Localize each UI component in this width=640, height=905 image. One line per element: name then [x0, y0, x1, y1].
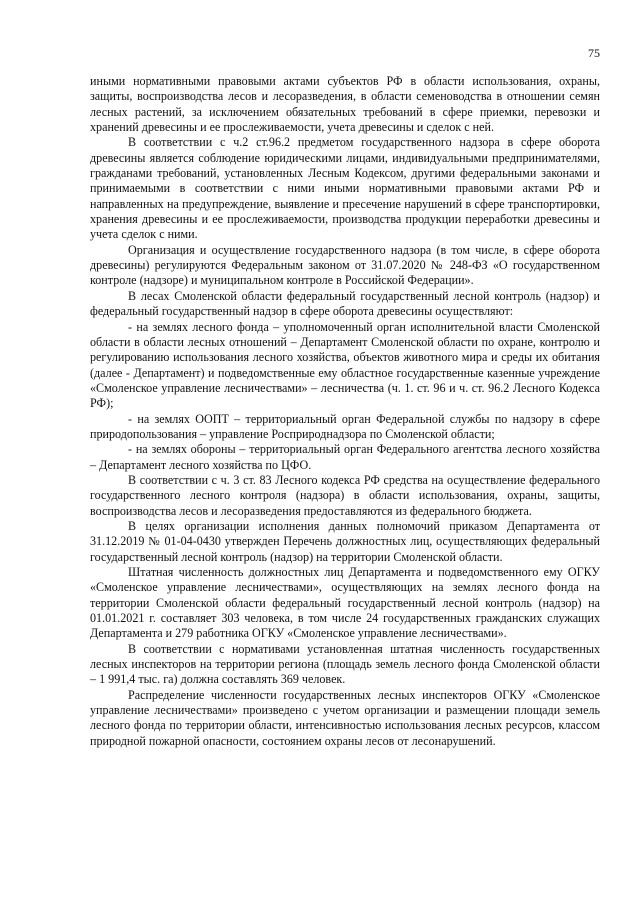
paragraph-officials-list-order: В целях организации исполнения данных полномочий приказом Департамента от 31.12.2019 № 01-04-0430 утвержден Перечень должностных лиц, осуществляющих федеральный государственный лесной контроль (надзор) на территории Смоленской области. [90, 518, 600, 564]
page-number: 75 [588, 46, 600, 60]
list-item-forest-fund-lands: - на землях лесного фонда – уполномоченный орган исполнительной власти Смоленской области в области лесных отношений – Департамент Смоленской области по охране, контролю и регулированию использования лесного хозяйства, объектов животного мира и среды их обитания (далее - Департамент) и подведомственные ему областное государственные казенные учреждение «Смоленское управление лесничествами» – лесничества (ч. 1. ст. 96 и ч. ст. 96.2 Лесного Кодекса РФ); [90, 319, 600, 411]
paragraph-federal-funding: В соответствии с ч. 3 ст. 83 Лесного кодекса РФ средства на осуществление федерального государственного лесного контроля (надзора) в области использования, охраны, защиты, воспроизводства лесов и лесоразведения предоставляются из федерального бюджета. [90, 472, 600, 518]
list-item-protected-areas: - на землях ООПТ – территориальный орган Федеральной службы по надзору в сфере природопользования – управление Росприроднадзора по Смоленской области; [90, 411, 600, 441]
body-text [90, 74, 600, 749]
paragraph-staff-numbers: Штатная численность должностных лиц Департамента и подведомственного ему ОГКУ «Смоленское управление лесничествами», осуществляющих на землях лесного фонда на территории Смоленской области федеральный государственный лесной контроль (надзор) на 01.01.2021 г. составляет 303 человека, в том числе 24 государственных гражданских служащих Департамента и 279 работника ОГКУ «Смоленское управление лесничествами». [90, 565, 600, 641]
paragraph-control-authorities: В лесах Смоленской области федеральный государственный лесной контроль (надзор) и федеральный государственный надзор в сфере оборота древесины осуществляют: [90, 288, 600, 319]
paragraph-subject-of-supervision: В соответствии с ч.2 ст.96.2 предметом государственного надзора в сфере оборота древесины является соблюдение юридическими лицами, индивидуальными предпринимателями, гражданами требований, установленных Лесным Кодексом, другими федеральными законами и принимаемыми в соответствии с ними иными нормативными правовыми актами РФ и направленных на предупреждение, выявление и пресечение нарушений в сфере транспортировки, хранения древесины и ее прослеживаемости, производства продукции переработки древесины и учета сделок с ними. [90, 135, 600, 242]
paragraph-continuation: иными нормативными правовыми актами субъектов РФ в области использования, охраны, защиты, воспроизводства лесов и лесоразведения, в области семеноводства в отношении семян лесных растений, за исключением обязательных требований в сфере приемки, перевозки и хранений древесины и ее прослеживаемости, учета древесины и сделок с ней. [90, 74, 600, 135]
paragraph-inspector-distribution: Распределение численности государственных лесных инспекторов ОГКУ «Смоленское управление лесничествами» произведено с учетом организации и размещении площади земель лесного фонда по территории области, интенсивностью использования лесных ресурсов, классом природной пожарной опасности, состоянием охраны лесов от лесонарушений. [90, 687, 600, 748]
list-item-defense-lands: - на землях обороны – территориальный орган Федерального агентства лесного хозяйства – Департамент лесного хозяйства по ЦФО. [90, 442, 600, 472]
paragraph-regulation-law: Организация и осуществление государственного надзора (в том числе, в сфере оборота древесины) регулируются Федеральным законом от 31.07.2020 № 248-ФЗ «О государственном контроле (надзоре) и муниципальном контроле в Российской Федерации». [90, 242, 600, 288]
paragraph-staffing-norms: В соответствии с нормативами установленная штатная численность государственных лесных инспекторов на территории региона (площадь земель лесного фонда Смоленской области – 1 991,4 тыс. га) должна составлять 369 человек. [90, 641, 600, 687]
